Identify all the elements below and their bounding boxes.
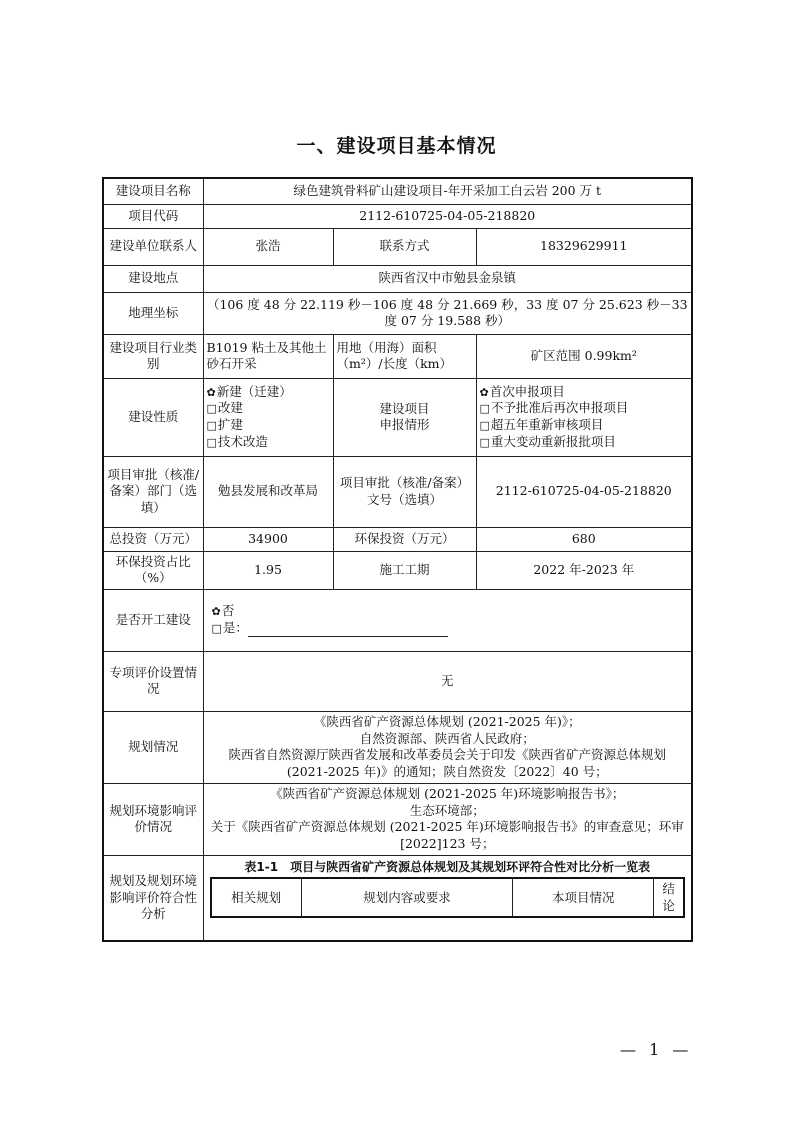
approval-label: 项目审批（核准/备案）部门（选填） (103, 456, 203, 527)
header-cell: 规划内容或要求 (301, 878, 513, 917)
compliance-content (203, 855, 692, 941)
contact-value: 张浩 (203, 228, 333, 265)
nature-option-rebuild: □改建 (206, 400, 243, 416)
selected-mark-icon: ✿ (211, 605, 221, 619)
nature-option-new: ✿新建（迁建） (206, 383, 292, 399)
checkbox-icon: □ (206, 402, 217, 416)
declare-option-first: ✿首次申报项目 (479, 383, 565, 399)
started-label: 是否开工建设 (103, 589, 203, 651)
env-ratio-label: 环保投资占比（%） (103, 551, 203, 589)
period-value: 2022 年-2023 年 (476, 551, 692, 589)
header-cell: 本项目情况 (513, 878, 654, 917)
investment-label: 总投资（万元） (103, 527, 203, 551)
checkbox-icon: □ (211, 622, 222, 635)
started-option-no: ✿否 (211, 603, 235, 619)
page-number: — 1 — (620, 1040, 693, 1059)
nature-label: 建设性质 (103, 378, 203, 456)
header-cell: 结论 (654, 878, 684, 917)
planning-env-label: 规划环境影响评价情况 (103, 783, 203, 855)
phone-value: 18329629911 (476, 228, 692, 265)
env-investment-label: 环保投资（万元） (333, 527, 476, 551)
phone-label: 联系方式 (333, 228, 476, 265)
special-label: 专项评价设置情况 (103, 651, 203, 711)
selected-mark-icon: ✿ (479, 385, 489, 399)
location-label: 建设地点 (103, 265, 203, 292)
planning-value: 《陕西省矿产资源总体规划 (2021-2025 年)》； 自然资源部、陕西省人民政府； 陕西省自然资源厅陕西省发展和改革委员会关于印发《陕西省矿产资源总体规划 (2021-2025 年)》的通知；陕自然资发〔2022〕40 号； (203, 711, 692, 783)
header-cell: 相关规划 (211, 878, 302, 917)
industry-value: B1019 粘土及其他土砂石开采 (203, 334, 333, 378)
nature-option-tech: □技术改造 (206, 433, 268, 449)
special-value: 无 (203, 651, 692, 711)
industry-label: 建设项目行业类别 (103, 334, 203, 378)
investment-value: 34900 (203, 527, 333, 551)
env-investment-value: 680 (476, 527, 692, 551)
contact-label: 建设单位联系人 (103, 228, 203, 265)
compliance-label: 规划及规划环境影响评价符合性分析 (103, 855, 203, 941)
checkbox-icon: □ (206, 435, 217, 449)
started-option-yes: □是： (212, 620, 689, 637)
declare-options (476, 378, 692, 456)
project-code-value: 2112-610725-04-05-218820 (203, 204, 692, 228)
area-label: 用地（用海）面积（m²）/长度（km） (333, 334, 476, 378)
nature-option-expand: □扩建 (206, 417, 243, 432)
table-row (211, 878, 685, 917)
page-title: 一、建设项目基本情况 (296, 135, 497, 157)
declare-label: 建设项目申报情形 (333, 378, 476, 456)
coords-label: 地理坐标 (103, 292, 203, 334)
compliance-table (210, 877, 686, 918)
planning-label: 规划情况 (103, 711, 203, 783)
checkbox-icon: □ (479, 402, 490, 416)
checkbox-icon: □ (206, 419, 217, 432)
approval-doc-value: 2112-610725-04-05-218820 (476, 456, 692, 527)
env-ratio-value: 1.95 (203, 551, 333, 589)
area-value: 矿区范围 0.99km² (476, 334, 692, 378)
approval-value: 勉县发展和改革局 (203, 456, 333, 527)
checkbox-icon: □ (479, 419, 490, 432)
basic-info-table (102, 177, 693, 942)
project-name-label: 建设项目名称 (103, 178, 203, 204)
selected-mark-icon: ✿ (206, 385, 216, 399)
project-code-label: 项目代码 (103, 204, 203, 228)
period-label: 施工工期 (333, 551, 476, 589)
location-value: 陕西省汉中市勉县金泉镇 (203, 265, 692, 292)
coords-value: （106 度 48 分 22.119 秒－106 度 48 分 21.669 秒，33 度 07 分 25.623 秒－33 度 07 分 19.588 秒） (203, 292, 692, 334)
declare-option-resubmit: □不予批准后再次申报项目 (479, 400, 629, 416)
declare-option-five-year: □超五年重新审核项目 (479, 417, 604, 432)
nature-options (203, 378, 333, 456)
checkbox-icon: □ (479, 435, 490, 449)
declare-option-major-change: □重大变动重新报批项目 (479, 433, 616, 449)
started-options (203, 589, 692, 651)
compliance-table-caption: 表1-1 项目与陕西省矿产资源总体规划及其规划环评符合性对比分析一览表 (244, 859, 651, 874)
planning-env-value: 《陕西省矿产资源总体规划 (2021-2025 年)环境影响报告书》； 生态环境部； 关于《陕西省矿产资源总体规划 (2021-2025 年)环境影响报告书》的审查意见；环审[2022]123 号； (203, 783, 692, 855)
started-blank-line (248, 624, 448, 637)
project-name-value: 绿色建筑骨料矿山建设项目-年开采加工白云岩 200 万 t (203, 178, 692, 204)
approval-doc-label: 项目审批（核准/备案）文号（选填） (333, 456, 476, 527)
